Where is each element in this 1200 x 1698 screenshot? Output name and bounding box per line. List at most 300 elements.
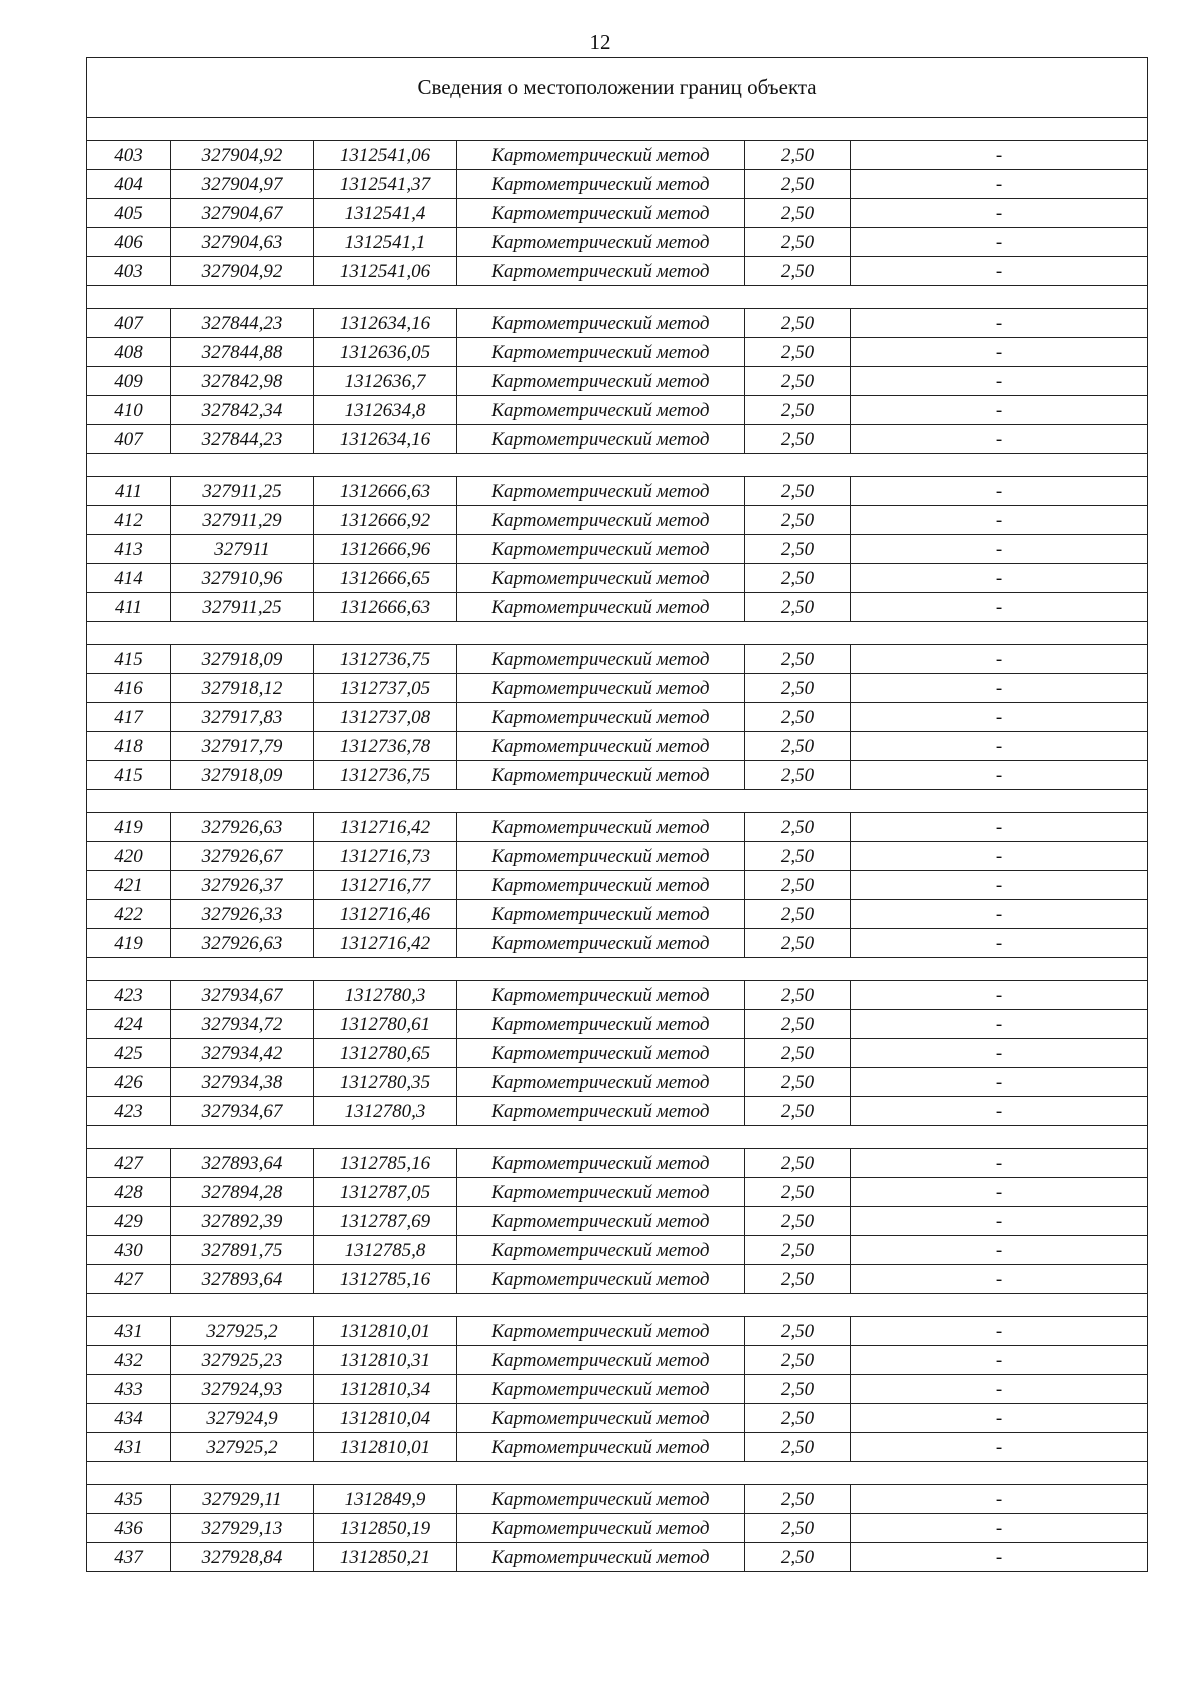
accuracy-cell: 2,50 xyxy=(745,1236,851,1265)
table-row xyxy=(87,1097,1148,1126)
accuracy-cell: 2,50 xyxy=(745,1317,851,1346)
method-cell: Картометрический метод xyxy=(457,1265,745,1294)
description-cell: - xyxy=(851,1039,1148,1068)
point-number-cell: 436 xyxy=(87,1514,171,1543)
point-number-cell: 421 xyxy=(87,871,171,900)
x-coordinate-cell: 327929,11 xyxy=(171,1485,314,1514)
method-cell: Картометрический метод xyxy=(457,367,745,396)
description-cell: - xyxy=(851,535,1148,564)
table-row xyxy=(87,1543,1148,1572)
point-number-cell: 403 xyxy=(87,257,171,286)
method-cell: Картометрический метод xyxy=(457,1010,745,1039)
x-coordinate-cell: 327934,72 xyxy=(171,1010,314,1039)
x-coordinate-cell: 327910,96 xyxy=(171,564,314,593)
table-row xyxy=(87,1039,1148,1068)
y-coordinate-cell: 1312785,16 xyxy=(314,1265,457,1294)
description-cell: - xyxy=(851,871,1148,900)
y-coordinate-cell: 1312541,4 xyxy=(314,199,457,228)
y-coordinate-cell: 1312636,7 xyxy=(314,367,457,396)
method-cell: Картометрический метод xyxy=(457,593,745,622)
description-cell: - xyxy=(851,477,1148,506)
accuracy-cell: 2,50 xyxy=(745,228,851,257)
method-cell: Картометрический метод xyxy=(457,309,745,338)
group-separator-cell xyxy=(87,286,1148,309)
accuracy-cell: 2,50 xyxy=(745,141,851,170)
description-cell: - xyxy=(851,1207,1148,1236)
point-number-cell: 411 xyxy=(87,593,171,622)
group-separator-row xyxy=(87,1462,1148,1485)
table-title: Сведения о местоположении границ объекта xyxy=(87,58,1148,118)
point-number-cell: 431 xyxy=(87,1433,171,1462)
y-coordinate-cell: 1312780,35 xyxy=(314,1068,457,1097)
x-coordinate-cell: 327891,75 xyxy=(171,1236,314,1265)
accuracy-cell: 2,50 xyxy=(745,1375,851,1404)
y-coordinate-cell: 1312780,3 xyxy=(314,1097,457,1126)
y-coordinate-cell: 1312810,34 xyxy=(314,1375,457,1404)
accuracy-cell: 2,50 xyxy=(745,170,851,199)
method-cell: Картометрический метод xyxy=(457,564,745,593)
x-coordinate-cell: 327924,93 xyxy=(171,1375,314,1404)
accuracy-cell: 2,50 xyxy=(745,842,851,871)
table-row xyxy=(87,1068,1148,1097)
table-row xyxy=(87,674,1148,703)
group-separator-row xyxy=(87,1294,1148,1317)
method-cell: Картометрический метод xyxy=(457,981,745,1010)
point-number-cell: 427 xyxy=(87,1265,171,1294)
x-coordinate-cell: 327842,34 xyxy=(171,396,314,425)
description-cell: - xyxy=(851,1317,1148,1346)
x-coordinate-cell: 327925,2 xyxy=(171,1433,314,1462)
x-coordinate-cell: 327844,23 xyxy=(171,425,314,454)
description-cell: - xyxy=(851,338,1148,367)
point-number-cell: 432 xyxy=(87,1346,171,1375)
method-cell: Картометрический метод xyxy=(457,900,745,929)
table-row xyxy=(87,1514,1148,1543)
accuracy-cell: 2,50 xyxy=(745,564,851,593)
group-separator-cell xyxy=(87,1126,1148,1149)
accuracy-cell: 2,50 xyxy=(745,674,851,703)
accuracy-cell: 2,50 xyxy=(745,309,851,338)
method-cell: Картометрический метод xyxy=(457,842,745,871)
point-number-cell: 431 xyxy=(87,1317,171,1346)
description-cell: - xyxy=(851,170,1148,199)
point-number-cell: 415 xyxy=(87,645,171,674)
accuracy-cell: 2,50 xyxy=(745,761,851,790)
y-coordinate-cell: 1312716,42 xyxy=(314,929,457,958)
point-number-cell: 406 xyxy=(87,228,171,257)
method-cell: Картометрический метод xyxy=(457,1543,745,1572)
y-coordinate-cell: 1312737,05 xyxy=(314,674,457,703)
accuracy-cell: 2,50 xyxy=(745,1265,851,1294)
table-title-row xyxy=(87,58,1148,118)
table-row xyxy=(87,1178,1148,1207)
group-separator-row xyxy=(87,622,1148,645)
y-coordinate-cell: 1312716,46 xyxy=(314,900,457,929)
description-cell: - xyxy=(851,929,1148,958)
y-coordinate-cell: 1312850,19 xyxy=(314,1514,457,1543)
y-coordinate-cell: 1312634,8 xyxy=(314,396,457,425)
point-number-cell: 418 xyxy=(87,732,171,761)
group-separator-cell xyxy=(87,1462,1148,1485)
method-cell: Картометрический метод xyxy=(457,1236,745,1265)
table-row xyxy=(87,506,1148,535)
description-cell: - xyxy=(851,645,1148,674)
table-row xyxy=(87,425,1148,454)
table-row xyxy=(87,981,1148,1010)
x-coordinate-cell: 327904,67 xyxy=(171,199,314,228)
point-number-cell: 430 xyxy=(87,1236,171,1265)
table-row xyxy=(87,396,1148,425)
method-cell: Картометрический метод xyxy=(457,228,745,257)
y-coordinate-cell: 1312666,63 xyxy=(314,477,457,506)
method-cell: Картометрический метод xyxy=(457,674,745,703)
accuracy-cell: 2,50 xyxy=(745,871,851,900)
description-cell: - xyxy=(851,1010,1148,1039)
table-row xyxy=(87,871,1148,900)
y-coordinate-cell: 1312541,1 xyxy=(314,228,457,257)
group-separator-cell xyxy=(87,958,1148,981)
y-coordinate-cell: 1312634,16 xyxy=(314,425,457,454)
boundary-table xyxy=(86,57,1148,1572)
description-cell: - xyxy=(851,228,1148,257)
point-number-cell: 407 xyxy=(87,309,171,338)
description-cell: - xyxy=(851,199,1148,228)
accuracy-cell: 2,50 xyxy=(745,813,851,842)
method-cell: Картометрический метод xyxy=(457,1375,745,1404)
x-coordinate-cell: 327925,2 xyxy=(171,1317,314,1346)
method-cell: Картометрический метод xyxy=(457,141,745,170)
accuracy-cell: 2,50 xyxy=(745,1097,851,1126)
x-coordinate-cell: 327934,42 xyxy=(171,1039,314,1068)
description-cell: - xyxy=(851,309,1148,338)
table-row xyxy=(87,199,1148,228)
method-cell: Картометрический метод xyxy=(457,1404,745,1433)
method-cell: Картометрический метод xyxy=(457,813,745,842)
accuracy-cell: 2,50 xyxy=(745,367,851,396)
description-cell: - xyxy=(851,1543,1148,1572)
description-cell: - xyxy=(851,1068,1148,1097)
description-cell: - xyxy=(851,425,1148,454)
y-coordinate-cell: 1312541,06 xyxy=(314,257,457,286)
accuracy-cell: 2,50 xyxy=(745,199,851,228)
description-cell: - xyxy=(851,367,1148,396)
x-coordinate-cell: 327904,92 xyxy=(171,141,314,170)
point-number-cell: 429 xyxy=(87,1207,171,1236)
x-coordinate-cell: 327926,37 xyxy=(171,871,314,900)
point-number-cell: 414 xyxy=(87,564,171,593)
x-coordinate-cell: 327904,92 xyxy=(171,257,314,286)
table-row xyxy=(87,141,1148,170)
y-coordinate-cell: 1312666,92 xyxy=(314,506,457,535)
method-cell: Картометрический метод xyxy=(457,338,745,367)
point-number-cell: 426 xyxy=(87,1068,171,1097)
x-coordinate-cell: 327924,9 xyxy=(171,1404,314,1433)
table-row xyxy=(87,1236,1148,1265)
x-coordinate-cell: 327893,64 xyxy=(171,1149,314,1178)
table-row xyxy=(87,813,1148,842)
method-cell: Картометрический метод xyxy=(457,170,745,199)
description-cell: - xyxy=(851,593,1148,622)
y-coordinate-cell: 1312736,78 xyxy=(314,732,457,761)
table-row xyxy=(87,1375,1148,1404)
point-number-cell: 409 xyxy=(87,367,171,396)
table-row xyxy=(87,1010,1148,1039)
x-coordinate-cell: 327925,23 xyxy=(171,1346,314,1375)
y-coordinate-cell: 1312541,37 xyxy=(314,170,457,199)
point-number-cell: 408 xyxy=(87,338,171,367)
x-coordinate-cell: 327926,33 xyxy=(171,900,314,929)
x-coordinate-cell: 327926,67 xyxy=(171,842,314,871)
table-row xyxy=(87,170,1148,199)
table-row xyxy=(87,929,1148,958)
table-row xyxy=(87,338,1148,367)
group-separator-row xyxy=(87,1126,1148,1149)
x-coordinate-cell: 327894,28 xyxy=(171,1178,314,1207)
method-cell: Картометрический метод xyxy=(457,1178,745,1207)
y-coordinate-cell: 1312634,16 xyxy=(314,309,457,338)
x-coordinate-cell: 327926,63 xyxy=(171,929,314,958)
description-cell: - xyxy=(851,1433,1148,1462)
method-cell: Картометрический метод xyxy=(457,535,745,564)
group-separator-row xyxy=(87,958,1148,981)
group-separator-cell xyxy=(87,790,1148,813)
method-cell: Картометрический метод xyxy=(457,1097,745,1126)
description-cell: - xyxy=(851,1236,1148,1265)
description-cell: - xyxy=(851,900,1148,929)
x-coordinate-cell: 327911 xyxy=(171,535,314,564)
point-number-cell: 405 xyxy=(87,199,171,228)
y-coordinate-cell: 1312716,77 xyxy=(314,871,457,900)
y-coordinate-cell: 1312737,08 xyxy=(314,703,457,732)
y-coordinate-cell: 1312780,65 xyxy=(314,1039,457,1068)
description-cell: - xyxy=(851,1265,1148,1294)
point-number-cell: 403 xyxy=(87,141,171,170)
accuracy-cell: 2,50 xyxy=(745,703,851,732)
accuracy-cell: 2,50 xyxy=(745,1433,851,1462)
method-cell: Картометрический метод xyxy=(457,1149,745,1178)
y-coordinate-cell: 1312716,73 xyxy=(314,842,457,871)
accuracy-cell: 2,50 xyxy=(745,1514,851,1543)
point-number-cell: 434 xyxy=(87,1404,171,1433)
description-cell: - xyxy=(851,564,1148,593)
x-coordinate-cell: 327918,09 xyxy=(171,761,314,790)
point-number-cell: 413 xyxy=(87,535,171,564)
method-cell: Картометрический метод xyxy=(457,477,745,506)
point-number-cell: 437 xyxy=(87,1543,171,1572)
accuracy-cell: 2,50 xyxy=(745,732,851,761)
y-coordinate-cell: 1312716,42 xyxy=(314,813,457,842)
group-separator-cell xyxy=(87,622,1148,645)
description-cell: - xyxy=(851,674,1148,703)
table-row xyxy=(87,1207,1148,1236)
description-cell: - xyxy=(851,813,1148,842)
accuracy-cell: 2,50 xyxy=(745,981,851,1010)
point-number-cell: 416 xyxy=(87,674,171,703)
x-coordinate-cell: 327917,79 xyxy=(171,732,314,761)
x-coordinate-cell: 327911,29 xyxy=(171,506,314,535)
description-cell: - xyxy=(851,1485,1148,1514)
table-row xyxy=(87,732,1148,761)
y-coordinate-cell: 1312666,65 xyxy=(314,564,457,593)
description-cell: - xyxy=(851,703,1148,732)
point-number-cell: 427 xyxy=(87,1149,171,1178)
description-cell: - xyxy=(851,141,1148,170)
method-cell: Картометрический метод xyxy=(457,871,745,900)
accuracy-cell: 2,50 xyxy=(745,425,851,454)
group-separator-row xyxy=(87,454,1148,477)
accuracy-cell: 2,50 xyxy=(745,1207,851,1236)
accuracy-cell: 2,50 xyxy=(745,1039,851,1068)
x-coordinate-cell: 327926,63 xyxy=(171,813,314,842)
description-cell: - xyxy=(851,1346,1148,1375)
accuracy-cell: 2,50 xyxy=(745,645,851,674)
accuracy-cell: 2,50 xyxy=(745,338,851,367)
point-number-cell: 417 xyxy=(87,703,171,732)
y-coordinate-cell: 1312810,04 xyxy=(314,1404,457,1433)
x-coordinate-cell: 327844,88 xyxy=(171,338,314,367)
x-coordinate-cell: 327911,25 xyxy=(171,593,314,622)
table-row xyxy=(87,761,1148,790)
table-row xyxy=(87,309,1148,338)
description-cell: - xyxy=(851,981,1148,1010)
point-number-cell: 424 xyxy=(87,1010,171,1039)
method-cell: Картометрический метод xyxy=(457,1433,745,1462)
point-number-cell: 412 xyxy=(87,506,171,535)
x-coordinate-cell: 327844,23 xyxy=(171,309,314,338)
x-coordinate-cell: 327893,64 xyxy=(171,1265,314,1294)
accuracy-cell: 2,50 xyxy=(745,1010,851,1039)
point-number-cell: 407 xyxy=(87,425,171,454)
method-cell: Картометрический метод xyxy=(457,732,745,761)
y-coordinate-cell: 1312810,31 xyxy=(314,1346,457,1375)
table-row xyxy=(87,593,1148,622)
x-coordinate-cell: 327911,25 xyxy=(171,477,314,506)
accuracy-cell: 2,50 xyxy=(745,900,851,929)
description-cell: - xyxy=(851,396,1148,425)
method-cell: Картометрический метод xyxy=(457,1068,745,1097)
x-coordinate-cell: 327929,13 xyxy=(171,1514,314,1543)
y-coordinate-cell: 1312780,61 xyxy=(314,1010,457,1039)
method-cell: Картометрический метод xyxy=(457,1039,745,1068)
table-row xyxy=(87,477,1148,506)
x-coordinate-cell: 327904,97 xyxy=(171,170,314,199)
accuracy-cell: 2,50 xyxy=(745,477,851,506)
method-cell: Картометрический метод xyxy=(457,1317,745,1346)
x-coordinate-cell: 327892,39 xyxy=(171,1207,314,1236)
accuracy-cell: 2,50 xyxy=(745,593,851,622)
y-coordinate-cell: 1312787,05 xyxy=(314,1178,457,1207)
group-separator-row xyxy=(87,286,1148,309)
y-coordinate-cell: 1312780,3 xyxy=(314,981,457,1010)
table-row xyxy=(87,535,1148,564)
accuracy-cell: 2,50 xyxy=(745,1178,851,1207)
description-cell: - xyxy=(851,1097,1148,1126)
y-coordinate-cell: 1312666,96 xyxy=(314,535,457,564)
point-number-cell: 423 xyxy=(87,1097,171,1126)
table-row xyxy=(87,1265,1148,1294)
y-coordinate-cell: 1312810,01 xyxy=(314,1433,457,1462)
x-coordinate-cell: 327934,67 xyxy=(171,1097,314,1126)
table-row xyxy=(87,1404,1148,1433)
x-coordinate-cell: 327928,84 xyxy=(171,1543,314,1572)
accuracy-cell: 2,50 xyxy=(745,1485,851,1514)
description-cell: - xyxy=(851,761,1148,790)
point-number-cell: 419 xyxy=(87,929,171,958)
table-row xyxy=(87,842,1148,871)
description-cell: - xyxy=(851,257,1148,286)
group-separator-cell xyxy=(87,1294,1148,1317)
y-coordinate-cell: 1312785,16 xyxy=(314,1149,457,1178)
y-coordinate-cell: 1312736,75 xyxy=(314,645,457,674)
table-row xyxy=(87,900,1148,929)
method-cell: Картометрический метод xyxy=(457,199,745,228)
y-coordinate-cell: 1312736,75 xyxy=(314,761,457,790)
accuracy-cell: 2,50 xyxy=(745,1068,851,1097)
point-number-cell: 435 xyxy=(87,1485,171,1514)
description-cell: - xyxy=(851,732,1148,761)
x-coordinate-cell: 327842,98 xyxy=(171,367,314,396)
method-cell: Картометрический метод xyxy=(457,761,745,790)
y-coordinate-cell: 1312785,8 xyxy=(314,1236,457,1265)
method-cell: Картометрический метод xyxy=(457,703,745,732)
table-row xyxy=(87,703,1148,732)
table-row xyxy=(87,367,1148,396)
point-number-cell: 422 xyxy=(87,900,171,929)
description-cell: - xyxy=(851,1514,1148,1543)
table-row xyxy=(87,564,1148,593)
accuracy-cell: 2,50 xyxy=(745,506,851,535)
group-separator-cell xyxy=(87,118,1148,141)
point-number-cell: 419 xyxy=(87,813,171,842)
x-coordinate-cell: 327904,63 xyxy=(171,228,314,257)
point-number-cell: 415 xyxy=(87,761,171,790)
method-cell: Картометрический метод xyxy=(457,645,745,674)
point-number-cell: 433 xyxy=(87,1375,171,1404)
table-row xyxy=(87,257,1148,286)
accuracy-cell: 2,50 xyxy=(745,535,851,564)
page-number: 12 xyxy=(589,30,611,54)
table-row xyxy=(87,228,1148,257)
table-row xyxy=(87,1149,1148,1178)
boundary-table-container xyxy=(86,57,1147,1572)
method-cell: Картометрический метод xyxy=(457,257,745,286)
y-coordinate-cell: 1312666,63 xyxy=(314,593,457,622)
accuracy-cell: 2,50 xyxy=(745,1404,851,1433)
accuracy-cell: 2,50 xyxy=(745,396,851,425)
y-coordinate-cell: 1312810,01 xyxy=(314,1317,457,1346)
y-coordinate-cell: 1312636,05 xyxy=(314,338,457,367)
method-cell: Картометрический метод xyxy=(457,425,745,454)
table-row xyxy=(87,1346,1148,1375)
group-separator-cell xyxy=(87,454,1148,477)
method-cell: Картометрический метод xyxy=(457,929,745,958)
table-row xyxy=(87,1485,1148,1514)
point-number-cell: 425 xyxy=(87,1039,171,1068)
group-separator-row xyxy=(87,790,1148,813)
description-cell: - xyxy=(851,842,1148,871)
accuracy-cell: 2,50 xyxy=(745,257,851,286)
table-row xyxy=(87,1433,1148,1462)
point-number-cell: 410 xyxy=(87,396,171,425)
accuracy-cell: 2,50 xyxy=(745,929,851,958)
point-number-cell: 404 xyxy=(87,170,171,199)
method-cell: Картометрический метод xyxy=(457,1514,745,1543)
method-cell: Картометрический метод xyxy=(457,1207,745,1236)
y-coordinate-cell: 1312541,06 xyxy=(314,141,457,170)
point-number-cell: 411 xyxy=(87,477,171,506)
method-cell: Картометрический метод xyxy=(457,396,745,425)
table-row xyxy=(87,1317,1148,1346)
